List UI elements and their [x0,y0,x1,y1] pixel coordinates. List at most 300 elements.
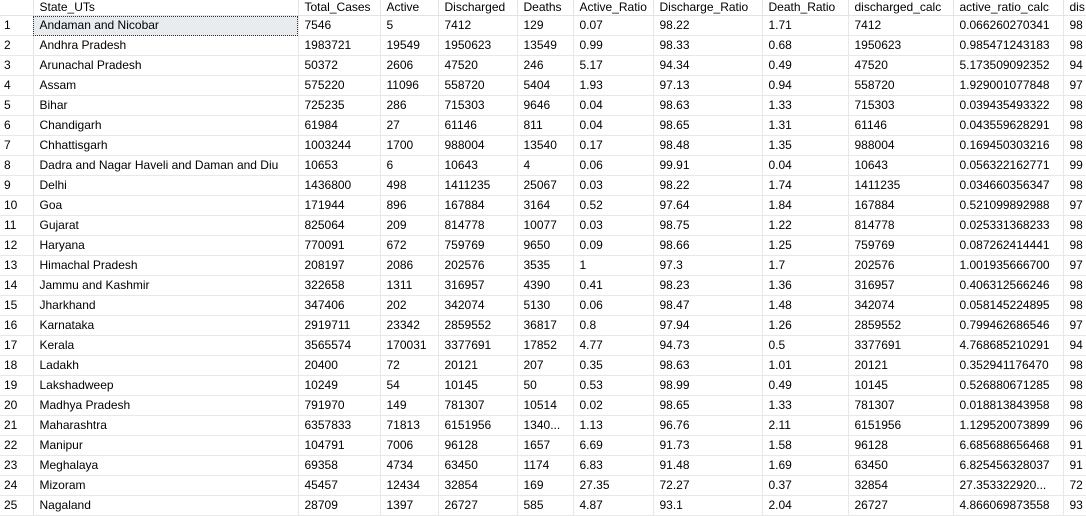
cell-active-ratio[interactable]: 0.02 [573,396,653,416]
cell-total-cases[interactable]: 3565574 [298,336,380,356]
cell-active-ratio[interactable]: 0.99 [573,36,653,56]
cell-discharged[interactable]: 781307 [438,396,517,416]
cell-active[interactable]: 4734 [380,456,438,476]
cell-active-ratio[interactable]: 4.87 [573,496,653,516]
row-header[interactable]: 6 [0,116,33,136]
cell-active-ratio-calc[interactable]: 0.058145224895 [953,296,1063,316]
row-header[interactable]: 13 [0,256,33,276]
cell-death-ratio[interactable]: 1.33 [762,396,848,416]
cell-active-ratio[interactable]: 0.07 [573,16,653,36]
cell-active-ratio-calc[interactable]: 4.768685210291 [953,336,1063,356]
cell-dis[interactable]: 98 [1063,296,1086,316]
cell-dis[interactable]: 98 [1063,356,1086,376]
table-row[interactable] [0,156,1086,176]
table-row[interactable] [0,56,1086,76]
table-row[interactable] [0,216,1086,236]
cell-discharged-calc[interactable]: 10643 [848,156,953,176]
cell-death-ratio[interactable]: 0.68 [762,36,848,56]
cell-state-uts[interactable]: Arunachal Pradesh [33,56,298,76]
table-row[interactable] [0,356,1086,376]
cell-discharged-calc[interactable]: 558720 [848,76,953,96]
cell-discharged[interactable]: 3377691 [438,336,517,356]
cell-active-ratio[interactable]: 27.35 [573,476,653,496]
cell-state-uts[interactable]: Jharkhand [33,296,298,316]
cell-active-ratio-calc[interactable]: 0.985471243183 [953,36,1063,56]
row-header[interactable]: 16 [0,316,33,336]
cell-state-uts[interactable]: Chandigarh [33,116,298,136]
row-header[interactable]: 23 [0,456,33,476]
cell-total-cases[interactable]: 6357833 [298,416,380,436]
cell-total-cases[interactable]: 208197 [298,256,380,276]
cell-active-ratio[interactable]: 5.17 [573,56,653,76]
cell-active-ratio[interactable]: 0.8 [573,316,653,336]
cell-active[interactable]: 209 [380,216,438,236]
cell-total-cases[interactable]: 770091 [298,236,380,256]
cell-discharged-calc[interactable]: 96128 [848,436,953,456]
cell-dis[interactable]: 99 [1063,156,1086,176]
cell-discharged[interactable]: 988004 [438,136,517,156]
cell-state-uts[interactable]: Maharashtra [33,416,298,436]
table-row[interactable] [0,96,1086,116]
row-header[interactable]: 18 [0,356,33,376]
table-row[interactable] [0,396,1086,416]
cell-dis[interactable]: 98 [1063,96,1086,116]
cell-discharged[interactable]: 814778 [438,216,517,236]
cell-dis[interactable]: 97 [1063,196,1086,216]
cell-total-cases[interactable]: 347406 [298,296,380,316]
cell-discharge-ratio[interactable]: 98.33 [653,36,762,56]
cell-state-uts[interactable]: Dadra and Nagar Haveli and Daman and Diu [33,156,298,176]
cell-state-uts[interactable]: Himachal Pradesh [33,256,298,276]
cell-discharge-ratio[interactable]: 97.64 [653,196,762,216]
cell-discharged[interactable]: 26727 [438,496,517,516]
cell-discharged[interactable]: 1411235 [438,176,517,196]
cell-state-uts[interactable]: Assam [33,76,298,96]
cell-active-ratio-calc[interactable]: 0.799462686546 [953,316,1063,336]
cell-dis[interactable]: 98 [1063,376,1086,396]
cell-death-ratio[interactable]: 1.01 [762,356,848,376]
cell-total-cases[interactable]: 50372 [298,56,380,76]
cell-active-ratio-calc[interactable]: 4.866069873558 [953,496,1063,516]
cell-active-ratio-calc[interactable]: 1.001935666700 [953,256,1063,276]
cell-discharge-ratio[interactable]: 98.75 [653,216,762,236]
cell-discharged-calc[interactable]: 988004 [848,136,953,156]
cell-state-uts[interactable]: Bihar [33,96,298,116]
cell-death-ratio[interactable]: 1.74 [762,176,848,196]
column-header-state-uts[interactable]: State_UTs [33,0,298,16]
cell-death-ratio[interactable]: 1.48 [762,296,848,316]
cell-dis[interactable]: 98 [1063,236,1086,256]
cell-discharge-ratio[interactable]: 98.63 [653,356,762,376]
cell-active[interactable]: 71813 [380,416,438,436]
cell-dis[interactable]: 98 [1063,136,1086,156]
cell-discharged-calc[interactable]: 167884 [848,196,953,216]
cell-dis[interactable]: 98 [1063,276,1086,296]
cell-active-ratio-calc[interactable]: 27.353322920... [953,476,1063,496]
table-row[interactable] [0,416,1086,436]
cell-active-ratio-calc[interactable]: 0.066260270341 [953,16,1063,36]
cell-active-ratio[interactable]: 1.13 [573,416,653,436]
column-header-active[interactable]: Active [380,0,438,16]
cell-active[interactable]: 6 [380,156,438,176]
cell-dis[interactable]: 91 [1063,436,1086,456]
cell-discharge-ratio[interactable]: 91.48 [653,456,762,476]
cell-active-ratio[interactable]: 0.04 [573,96,653,116]
cell-active-ratio-calc[interactable]: 0.526880671285 [953,376,1063,396]
cell-dis[interactable]: 93 [1063,496,1086,516]
cell-deaths[interactable]: 13540 [517,136,573,156]
column-header-discharge-ratio[interactable]: Discharge_Ratio [653,0,762,16]
cell-active[interactable]: 2606 [380,56,438,76]
cell-total-cases[interactable]: 171944 [298,196,380,216]
cell-deaths[interactable]: 9646 [517,96,573,116]
cell-active-ratio[interactable]: 6.69 [573,436,653,456]
cell-active[interactable]: 170031 [380,336,438,356]
row-header[interactable]: 12 [0,236,33,256]
cell-active[interactable]: 23342 [380,316,438,336]
cell-death-ratio[interactable]: 1.26 [762,316,848,336]
cell-death-ratio[interactable]: 1.7 [762,256,848,276]
cell-discharge-ratio[interactable]: 94.34 [653,56,762,76]
cell-active-ratio-calc[interactable]: 0.039435493322 [953,96,1063,116]
cell-discharged-calc[interactable]: 781307 [848,396,953,416]
table-row[interactable] [0,316,1086,336]
cell-discharge-ratio[interactable]: 72.27 [653,476,762,496]
cell-deaths[interactable]: 3535 [517,256,573,276]
cell-discharge-ratio[interactable]: 97.13 [653,76,762,96]
cell-death-ratio[interactable]: 0.04 [762,156,848,176]
cell-active[interactable]: 672 [380,236,438,256]
table-row[interactable] [0,256,1086,276]
cell-discharge-ratio[interactable]: 98.22 [653,16,762,36]
cell-total-cases[interactable]: 10653 [298,156,380,176]
column-header-death-ratio[interactable]: Death_Ratio [762,0,848,16]
cell-active[interactable]: 72 [380,356,438,376]
cell-total-cases[interactable]: 825064 [298,216,380,236]
cell-total-cases[interactable]: 2919711 [298,316,380,336]
cell-discharged-calc[interactable]: 1950623 [848,36,953,56]
cell-active[interactable]: 54 [380,376,438,396]
table-row[interactable] [0,116,1086,136]
cell-deaths[interactable]: 50 [517,376,573,396]
table-row[interactable] [0,36,1086,56]
cell-deaths[interactable]: 5404 [517,76,573,96]
cell-discharged-calc[interactable]: 715303 [848,96,953,116]
row-header[interactable]: 14 [0,276,33,296]
cell-active[interactable]: 12434 [380,476,438,496]
cell-discharged[interactable]: 316957 [438,276,517,296]
column-header-discharged-calc[interactable]: discharged_calc [848,0,953,16]
cell-discharge-ratio[interactable]: 98.65 [653,116,762,136]
cell-state-uts[interactable]: Goa [33,196,298,216]
cell-active[interactable]: 7006 [380,436,438,456]
cell-death-ratio[interactable]: 1.22 [762,216,848,236]
cell-deaths[interactable]: 585 [517,496,573,516]
cell-active-ratio-calc[interactable]: 0.025331368233 [953,216,1063,236]
table-row[interactable] [0,336,1086,356]
cell-deaths[interactable]: 1657 [517,436,573,456]
cell-active[interactable]: 1397 [380,496,438,516]
column-header-deaths[interactable]: Deaths [517,0,573,16]
table-row[interactable] [0,276,1086,296]
column-header-active-ratio[interactable]: Active_Ratio [573,0,653,16]
cell-death-ratio[interactable]: 2.04 [762,496,848,516]
cell-discharged[interactable]: 10643 [438,156,517,176]
cell-deaths[interactable]: 811 [517,116,573,136]
cell-deaths[interactable]: 246 [517,56,573,76]
cell-discharged[interactable]: 1950623 [438,36,517,56]
cell-discharged[interactable]: 759769 [438,236,517,256]
row-header[interactable]: 4 [0,76,33,96]
cell-death-ratio[interactable]: 1.33 [762,96,848,116]
cell-state-uts[interactable]: Lakshadweep [33,376,298,396]
column-header-dis[interactable]: dis [1063,0,1086,16]
cell-total-cases[interactable]: 791970 [298,396,380,416]
cell-death-ratio[interactable]: 0.5 [762,336,848,356]
cell-total-cases[interactable]: 104791 [298,436,380,456]
cell-dis[interactable]: 98 [1063,16,1086,36]
table-row[interactable] [0,296,1086,316]
row-header[interactable]: 3 [0,56,33,76]
cell-active-ratio-calc[interactable]: 0.087262414441 [953,236,1063,256]
table-row[interactable] [0,236,1086,256]
row-header[interactable]: 2 [0,36,33,56]
cell-death-ratio[interactable]: 1.71 [762,16,848,36]
cell-active[interactable]: 2086 [380,256,438,276]
cell-state-uts[interactable]: Madhya Pradesh [33,396,298,416]
cell-deaths[interactable]: 129 [517,16,573,36]
cell-state-uts[interactable]: Haryana [33,236,298,256]
cell-discharged-calc[interactable]: 2859552 [848,316,953,336]
cell-total-cases[interactable]: 1436800 [298,176,380,196]
cell-active-ratio[interactable]: 6.83 [573,456,653,476]
cell-deaths[interactable]: 17852 [517,336,573,356]
row-header[interactable]: 25 [0,496,33,516]
cell-active[interactable]: 498 [380,176,438,196]
cell-dis[interactable]: 98 [1063,116,1086,136]
cell-deaths[interactable]: 4390 [517,276,573,296]
cell-discharged[interactable]: 558720 [438,76,517,96]
cell-state-uts[interactable]: Manipur [33,436,298,456]
row-header[interactable]: 20 [0,396,33,416]
cell-discharged-calc[interactable]: 1411235 [848,176,953,196]
cell-deaths[interactable]: 36817 [517,316,573,336]
cell-discharged-calc[interactable]: 316957 [848,276,953,296]
cell-active-ratio[interactable]: 1 [573,256,653,276]
cell-active-ratio[interactable]: 0.17 [573,136,653,156]
cell-discharged-calc[interactable]: 32854 [848,476,953,496]
cell-dis[interactable]: 91 [1063,456,1086,476]
cell-total-cases[interactable]: 322658 [298,276,380,296]
cell-death-ratio[interactable]: 0.37 [762,476,848,496]
cell-discharge-ratio[interactable]: 98.66 [653,236,762,256]
cell-discharged[interactable]: 202576 [438,256,517,276]
table-row[interactable] [0,176,1086,196]
cell-active-ratio[interactable]: 0.09 [573,236,653,256]
cell-active-ratio-calc[interactable]: 1.129520073899 [953,416,1063,436]
cell-discharge-ratio[interactable]: 97.3 [653,256,762,276]
cell-discharged-calc[interactable]: 202576 [848,256,953,276]
cell-deaths[interactable]: 4 [517,156,573,176]
cell-active[interactable]: 286 [380,96,438,116]
cell-discharged-calc[interactable]: 47520 [848,56,953,76]
row-header[interactable]: 21 [0,416,33,436]
cell-active-ratio[interactable]: 4.77 [573,336,653,356]
row-header[interactable]: 9 [0,176,33,196]
cell-death-ratio[interactable]: 1.25 [762,236,848,256]
cell-active-ratio[interactable]: 1.93 [573,76,653,96]
cell-discharge-ratio[interactable]: 98.47 [653,296,762,316]
cell-discharged[interactable]: 7412 [438,16,517,36]
cell-discharged-calc[interactable]: 7412 [848,16,953,36]
cell-active[interactable]: 1700 [380,136,438,156]
cell-discharged[interactable]: 61146 [438,116,517,136]
table-row[interactable] [0,456,1086,476]
cell-state-uts[interactable]: Karnataka [33,316,298,336]
cell-total-cases[interactable]: 7546 [298,16,380,36]
cell-total-cases[interactable]: 725235 [298,96,380,116]
row-header[interactable]: 5 [0,96,33,116]
cell-state-uts[interactable]: Chhattisgarh [33,136,298,156]
cell-state-uts[interactable]: Nagaland [33,496,298,516]
row-header[interactable]: 10 [0,196,33,216]
cell-discharged-calc[interactable]: 26727 [848,496,953,516]
cell-discharged-calc[interactable]: 20121 [848,356,953,376]
cell-active-ratio[interactable]: 0.35 [573,356,653,376]
cell-active-ratio[interactable]: 0.04 [573,116,653,136]
cell-discharged[interactable]: 63450 [438,456,517,476]
cell-discharged[interactable]: 6151956 [438,416,517,436]
cell-active-ratio-calc[interactable]: 0.406312566246 [953,276,1063,296]
cell-death-ratio[interactable]: 0.94 [762,76,848,96]
cell-dis[interactable]: 97 [1063,256,1086,276]
cell-active-ratio[interactable]: 0.03 [573,216,653,236]
row-header[interactable]: 11 [0,216,33,236]
cell-state-uts[interactable]: Gujarat [33,216,298,236]
cell-active-ratio-calc[interactable]: 0.056322162771 [953,156,1063,176]
cell-dis[interactable]: 97 [1063,316,1086,336]
cell-active[interactable]: 5 [380,16,438,36]
table-row[interactable] [0,436,1086,456]
cell-active[interactable]: 19549 [380,36,438,56]
cell-active-ratio-calc[interactable]: 0.352941176470 [953,356,1063,376]
cell-deaths[interactable]: 10077 [517,216,573,236]
cell-total-cases[interactable]: 69358 [298,456,380,476]
cell-active-ratio-calc[interactable]: 0.169450303216 [953,136,1063,156]
cell-active-ratio-calc[interactable]: 6.825456328037 [953,456,1063,476]
cell-discharge-ratio[interactable]: 98.22 [653,176,762,196]
cell-discharged-calc[interactable]: 342074 [848,296,953,316]
row-header[interactable]: 22 [0,436,33,456]
cell-active[interactable]: 27 [380,116,438,136]
cell-total-cases[interactable]: 1003244 [298,136,380,156]
cell-discharge-ratio[interactable]: 98.99 [653,376,762,396]
table-row[interactable] [0,376,1086,396]
row-header[interactable]: 17 [0,336,33,356]
cell-discharged-calc[interactable]: 759769 [848,236,953,256]
row-header[interactable]: 7 [0,136,33,156]
cell-total-cases[interactable]: 1983721 [298,36,380,56]
cell-dis[interactable]: 96 [1063,416,1086,436]
cell-death-ratio[interactable]: 1.58 [762,436,848,456]
cell-total-cases[interactable]: 45457 [298,476,380,496]
cell-active[interactable]: 11096 [380,76,438,96]
cell-deaths[interactable]: 207 [517,356,573,376]
cell-death-ratio[interactable]: 1.36 [762,276,848,296]
cell-active-ratio-calc[interactable]: 0.521099892988 [953,196,1063,216]
cell-discharge-ratio[interactable]: 93.1 [653,496,762,516]
row-header[interactable]: 8 [0,156,33,176]
table-row[interactable] [0,136,1086,156]
cell-discharged[interactable]: 96128 [438,436,517,456]
cell-dis[interactable]: 98 [1063,176,1086,196]
cell-total-cases[interactable]: 575220 [298,76,380,96]
cell-discharge-ratio[interactable]: 97.94 [653,316,762,336]
cell-active-ratio-calc[interactable]: 0.018813843958 [953,396,1063,416]
cell-dis[interactable]: 98 [1063,396,1086,416]
cell-total-cases[interactable]: 10249 [298,376,380,396]
column-header-total-cases[interactable]: Total_Cases [298,0,380,16]
table-row[interactable] [0,496,1086,516]
column-header-active-ratio-calc[interactable]: active_ratio_calc [953,0,1063,16]
cell-discharged-calc[interactable]: 63450 [848,456,953,476]
table-row[interactable] [0,76,1086,96]
cell-dis[interactable]: 94 [1063,336,1086,356]
cell-dis[interactable]: 72 [1063,476,1086,496]
cell-active[interactable]: 149 [380,396,438,416]
cell-discharged[interactable]: 20121 [438,356,517,376]
cell-death-ratio[interactable]: 0.49 [762,376,848,396]
cell-active-ratio-calc[interactable]: 5.173509092352 [953,56,1063,76]
cell-discharged[interactable]: 47520 [438,56,517,76]
cell-death-ratio[interactable]: 0.49 [762,56,848,76]
cell-discharged[interactable]: 32854 [438,476,517,496]
cell-state-uts[interactable]: Jammu and Kashmir [33,276,298,296]
cell-total-cases[interactable]: 28709 [298,496,380,516]
cell-active-ratio[interactable]: 0.53 [573,376,653,396]
row-header[interactable]: 1 [0,16,33,36]
cell-discharge-ratio[interactable]: 91.73 [653,436,762,456]
cell-discharged[interactable]: 2859552 [438,316,517,336]
cell-state-uts[interactable]: Andaman and Nicobar [33,16,298,36]
cell-death-ratio[interactable]: 1.69 [762,456,848,476]
cell-deaths[interactable]: 169 [517,476,573,496]
cell-active-ratio-calc[interactable]: 0.043559628291 [953,116,1063,136]
cell-discharge-ratio[interactable]: 94.73 [653,336,762,356]
cell-discharge-ratio[interactable]: 96.76 [653,416,762,436]
column-header-discharged[interactable]: Discharged [438,0,517,16]
cell-discharged[interactable]: 10145 [438,376,517,396]
cell-active-ratio[interactable]: 0.41 [573,276,653,296]
cell-state-uts[interactable]: Meghalaya [33,456,298,476]
table-row[interactable] [0,196,1086,216]
table-row[interactable] [0,476,1086,496]
cell-discharged-calc[interactable]: 10145 [848,376,953,396]
cell-discharged[interactable]: 715303 [438,96,517,116]
cell-dis[interactable]: 98 [1063,216,1086,236]
cell-discharged[interactable]: 167884 [438,196,517,216]
cell-discharge-ratio[interactable]: 98.65 [653,396,762,416]
cell-discharge-ratio[interactable]: 98.63 [653,96,762,116]
cell-discharge-ratio[interactable]: 98.48 [653,136,762,156]
cell-state-uts[interactable]: Mizoram [33,476,298,496]
cell-active-ratio[interactable]: 0.06 [573,296,653,316]
cell-deaths[interactable]: 25067 [517,176,573,196]
cell-state-uts[interactable]: Delhi [33,176,298,196]
row-header[interactable]: 19 [0,376,33,396]
row-header[interactable]: 24 [0,476,33,496]
cell-state-uts[interactable]: Andhra Pradesh [33,36,298,56]
